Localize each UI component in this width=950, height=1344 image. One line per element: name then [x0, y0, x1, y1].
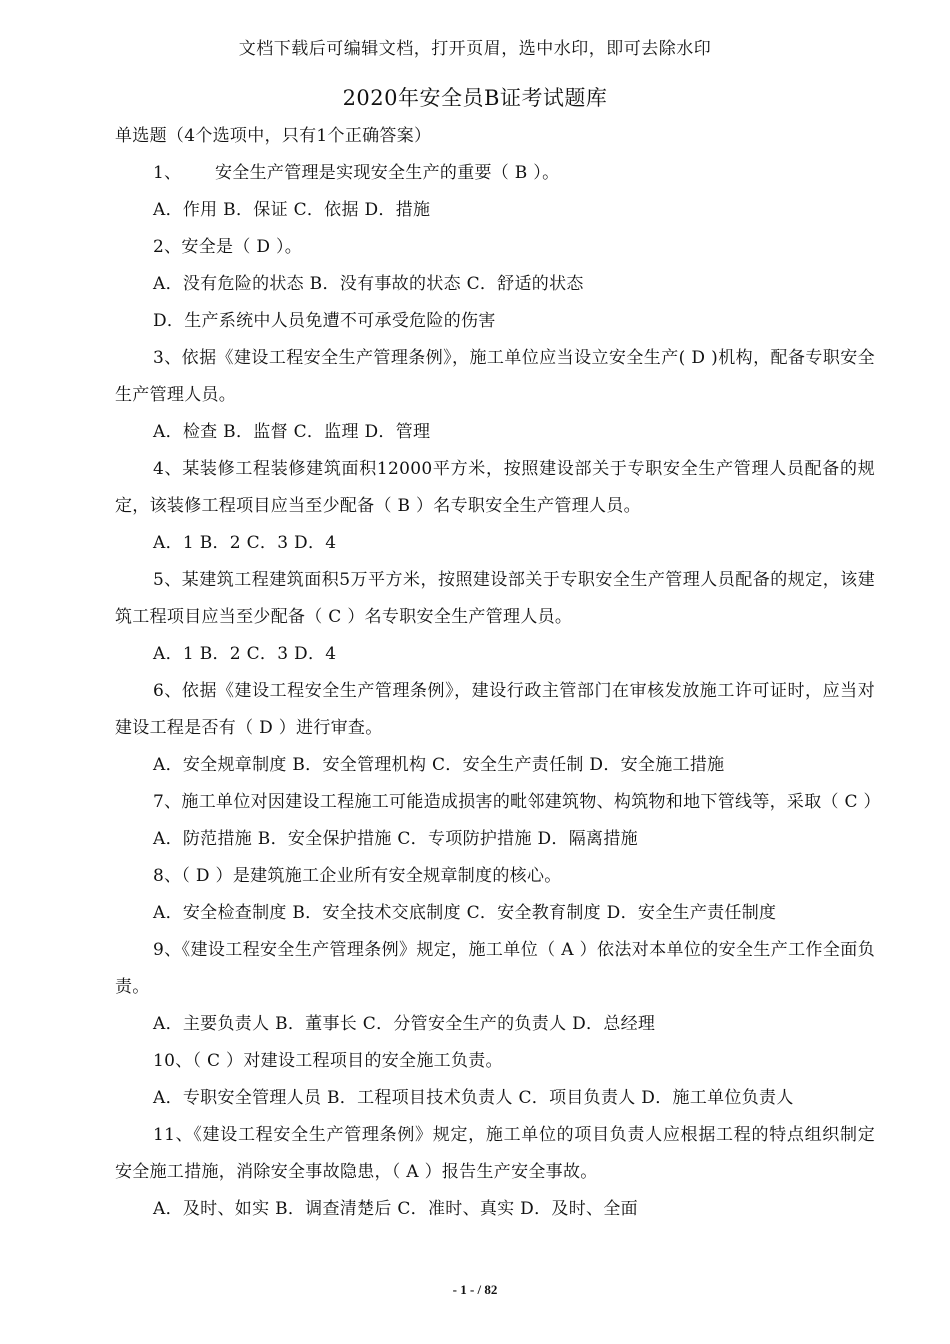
header-note: 文档下载后可编辑文档，打开页眉，选中水印，即可去除水印	[238, 39, 712, 59]
question-11-options: A．及时、如实 B．调查清楚后 C．准时、真实 D．及时、全面	[153, 1199, 638, 1219]
question-11: 11、《建设工程安全生产管理条例》规定，施工单位的项目负责人应根据工程的特点组织制定安全施工措施，消除安全事故隐患，（ A ）报告生产安全事故。	[115, 1125, 875, 1182]
question-5: 5、某建筑工程建筑面积5万平方米，按照建设部关于专职安全生产管理人员配备的规定，该建筑工程项目应当至少配备（ C ）名专职安全生产管理人员。	[115, 570, 875, 627]
question-3-options: A．检查 B．监督 C．监理 D．管理	[153, 422, 431, 442]
question-1	[115, 155, 875, 192]
question-4: 4、某装修工程装修建筑面积12000平方米，按照建设部关于专职安全生产管理人员配备的规定，该装修工程项目应当至少配备（ B ）名专职安全生产管理人员。	[115, 459, 875, 516]
document-body	[115, 118, 881, 1228]
question-3: 3、依据《建设工程安全生产管理条例》，施工单位应当设立安全生产( D )机构，配备专职安全生产管理人员。	[115, 348, 875, 405]
question-6-options: A．安全规章制度 B．安全管理机构 C．安全生产责任制 D．安全施工措施	[153, 755, 725, 775]
question-10-options: A．专职安全管理人员 B．工程项目技术负责人 C．项目负责人 D．施工单位负责人	[153, 1088, 794, 1108]
question-2: 2、安全是（ D ）。	[153, 237, 303, 257]
question-7: 7、施工单位对因建设工程施工可能造成损害的毗邻建筑物、构筑物和地下管线等，采取（ C ）	[153, 792, 881, 812]
question-8-options: A．安全检查制度 B．安全技术交底制度 C．安全教育制度 D．安全生产责任制度	[153, 903, 777, 923]
question-9-options: A．主要负责人 B．董事长 C．分管安全生产的负责人 D．总经理	[153, 1014, 656, 1034]
page-title: 2020年安全员B证考试题库	[342, 86, 608, 110]
question-9: 9、《建设工程安全生产管理条例》规定，施工单位（ A ）依法对本单位的安全生产工作全面负责。	[115, 940, 875, 997]
question-5-options: A．1 B．2 C．3 D．4	[153, 644, 337, 664]
question-1-options: A．作用 B．保证 C．依据 D．措施	[153, 200, 431, 220]
question-7-options: A．防范措施 B．安全保护措施 C．专项防护措施 D．隔离措施	[153, 829, 638, 849]
section-heading: 单选题（4个选项中，只有1个正确答案）	[115, 126, 432, 146]
question-2-options-a: A．没有危险的状态 B．没有事故的状态 C．舒适的状态	[153, 274, 584, 294]
question-10: 10、（ C ）对建设工程项目的安全施工负责。	[153, 1051, 503, 1071]
question-6: 6、依据《建设工程安全生产管理条例》，建设行政主管部门在审核发放施工许可证时，应当对建设工程是否有（ D ）进行审查。	[115, 681, 875, 738]
question-2-options-b: D．生产系统中人员免遭不可承受危险的伤害	[153, 311, 496, 331]
question-4-options: A．1 B．2 C．3 D．4	[153, 533, 337, 553]
question-1-text: 安全生产管理是实现安全生产的重要（ B ）。	[215, 163, 560, 183]
question-8: 8、（ D ）是建筑施工企业所有安全规章制度的核心。	[153, 866, 562, 886]
page-number: - 1 - / 82	[452, 1282, 498, 1297]
question-1-number: 1、	[153, 163, 182, 183]
